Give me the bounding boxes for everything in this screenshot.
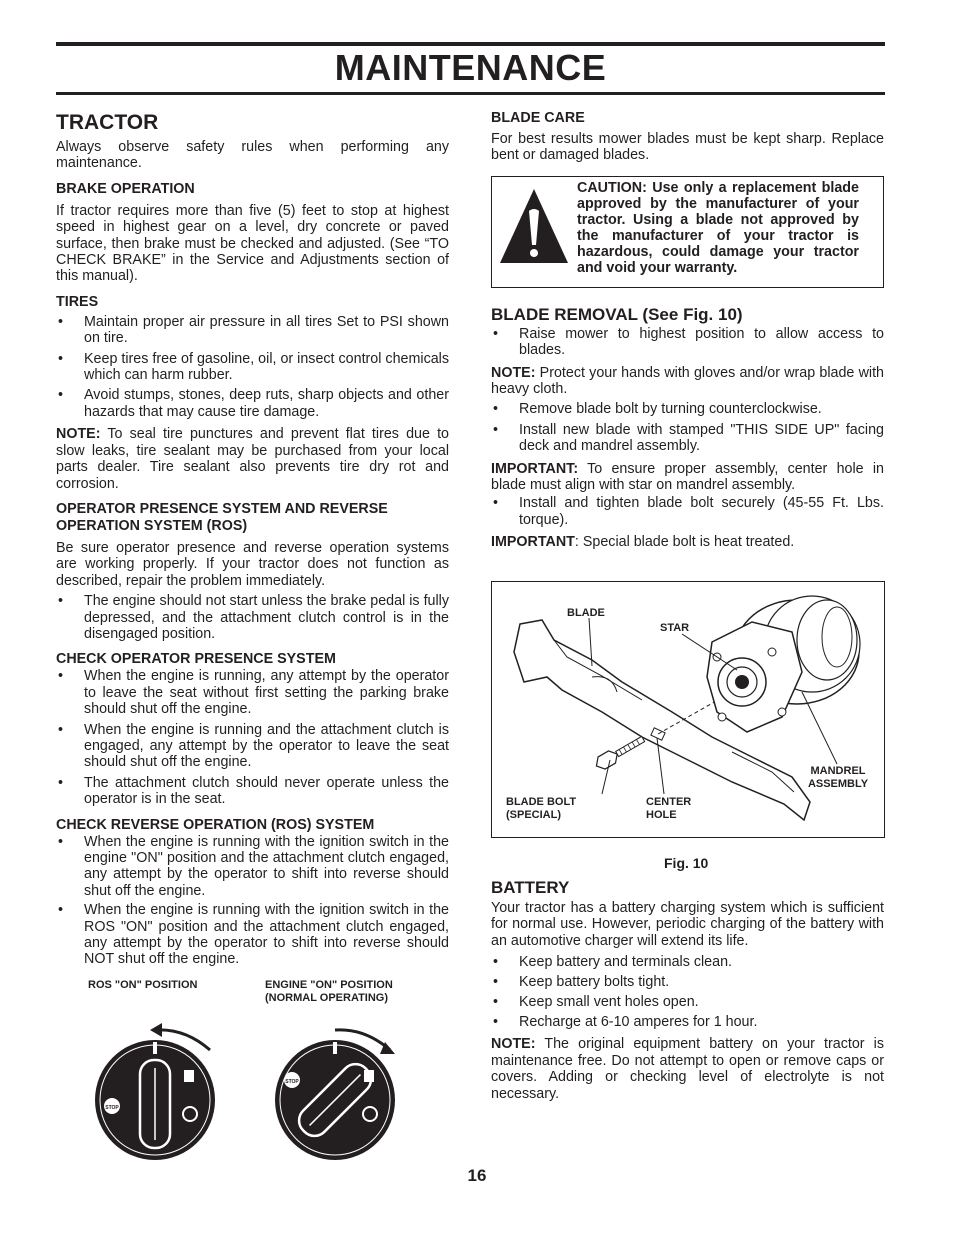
brake-text: If tractor requires more than five (5) feet to stop at highest speed in highest gear on a level, dry concrete or paved surface, then brake must be checked and adjusted. (See “TO CHECK BRAKE” in the Service and Adjustments section of this manual).: [56, 202, 449, 285]
cops-heading: CHECK OPERATOR PRESENCE SYSTEM: [56, 651, 336, 668]
blade-label: BLADE: [567, 607, 605, 619]
center-hole-label: CENTER HOLE: [646, 796, 692, 821]
tires-note: [56, 426, 449, 492]
figure-caption: Fig. 10: [664, 855, 709, 871]
blade-removal-heading: BLADE REMOVAL (See Fig. 10): [491, 304, 743, 324]
caution-box: [491, 176, 884, 288]
left-column: [56, 110, 449, 968]
tractor-heading: TRACTOR: [56, 111, 159, 134]
blade-care-heading: BLADE CARE: [491, 110, 585, 126]
battery-list: [491, 954, 884, 1030]
mandrel-label: MANDREL ASSEMBLY: [807, 765, 869, 790]
ros-position-label: ROS "ON" POSITION: [88, 979, 198, 991]
removal-list-3: [491, 495, 884, 528]
tires-heading: TIRES: [56, 293, 99, 310]
page-number: 16: [467, 1166, 487, 1185]
ops-text: Be sure operator presence and reverse operation systems are working properly. If your tractor does not function as described, repair the problem immediately.: [56, 539, 449, 589]
list-item: • The attachment clutch should never operate unless the operator is in the seat.: [56, 775, 449, 808]
list-item: • Install new blade with stamped "THIS SIDE UP" facing deck and mandrel assembly.: [491, 422, 884, 455]
figure-10: [491, 581, 885, 838]
list-item: • Keep battery and terminals clean.: [491, 954, 884, 970]
stop-label: STOP: [285, 1079, 299, 1085]
list-item: • Remove blade bolt by turning counterclockwise.: [491, 401, 884, 417]
star-label: STAR: [660, 622, 690, 634]
stop-label: STOP: [105, 1105, 119, 1111]
right-column: [491, 110, 884, 551]
list-item: • Avoid stumps, stones, deep ruts, sharp objects and other hazards that may cause tire damage.: [56, 387, 449, 420]
important-note-2: [491, 534, 884, 550]
list-item: • When the engine is running and the attachment clutch is engaged, any attempt by the operator to leave the seat should shut off the engine.: [56, 722, 449, 771]
cros-list: [56, 834, 449, 968]
battery-note: [491, 1036, 884, 1102]
blade-care-text: For best results mower blades must be kept sharp. Replace bent or damaged blades.: [491, 131, 884, 164]
list-item: • Keep tires free of gasoline, oil, or insect control chemicals which can harm rubber.: [56, 351, 449, 384]
battery-section: [491, 878, 884, 1102]
page-title: MAINTENANCE: [334, 47, 607, 88]
cros-heading: CHECK REVERSE OPERATION (ROS) SYSTEM: [56, 816, 375, 833]
list-item: • Recharge at 6-10 amperes for 1 hour.: [491, 1014, 884, 1030]
header-rule-bottom: [56, 92, 885, 95]
important-note-1: [491, 461, 884, 494]
important-text: To ensure proper assembly, center hole in blade must align with star on mandrel assembly.: [491, 460, 884, 494]
engine-position-label: ENGINE "ON" POSITION (NORMAL OPERATING): [265, 979, 393, 1004]
list-item: • When the engine is running, any attempt by the operator to leave the seat without first setting the parking brake should shut off the engine.: [56, 668, 449, 717]
important-label: IMPORTANT:: [491, 460, 579, 477]
list-item: • When the engine is running with the ignition switch in the engine "ON" position and the attachment clutch engaged, any attempt by the operator to shift into reverse should shut off the engine.: [56, 834, 449, 900]
cops-list: [56, 668, 449, 807]
ros-switch-icon: [95, 1023, 215, 1160]
list-item: • Install and tighten blade bolt securely (45-55 Ft. Lbs. torque).: [491, 495, 884, 528]
ignition-switch-illustration: [80, 1020, 460, 1170]
important-label: IMPORTANT: [491, 534, 575, 551]
note-label: NOTE:: [491, 364, 536, 381]
note-text: The original equipment battery on your tractor is maintenance free. Do not attempt to open or remove caps or covers. Adding or checking level of electrolyte is not necessary.: [491, 1036, 884, 1102]
note-text: Protect your hands with gloves and/or wrap blade with heavy cloth.: [491, 364, 884, 398]
list-item: • Maintain proper air pressure in all tires Set to PSI shown on tire.: [56, 314, 449, 347]
note-label: NOTE:: [56, 426, 101, 443]
important-text: : Special blade bolt is heat treated.: [574, 534, 795, 551]
removal-list-1: [491, 326, 884, 359]
ops-list: [56, 593, 449, 642]
caution-text: CAUTION: Use only a replacement blade approved by the manufacturer of your tractor. Using a blade not approved by the manufacturer of your tractor is hazardous, could damage your tractor and void your warranty.: [577, 179, 859, 276]
list-item: • Raise mower to highest position to allow access to blades.: [491, 326, 884, 359]
battery-text: Your tractor has a battery charging system which is sufficient for normal use. However, periodic charging of the battery with an automotive charger will extend its life.: [491, 900, 884, 949]
removal-list-2: [491, 401, 884, 454]
tractor-intro: Always observe safety rules when performing any maintenance.: [56, 139, 449, 172]
battery-heading: BATTERY: [491, 878, 570, 897]
blade-bolt-label: BLADE BOLT (SPECIAL): [506, 796, 577, 821]
ops-heading: OPERATOR PRESENCE SYSTEM AND REVERSE OPERATION SYSTEM (ROS): [56, 500, 388, 534]
brake-heading: BRAKE OPERATION: [56, 180, 195, 197]
engine-switch-icon: [275, 1030, 395, 1160]
tires-list: [56, 314, 449, 420]
warning-icon: [498, 187, 570, 267]
note-text: To seal tire punctures and prevent flat tires due to slow leaks, tire sealant may be purchased from your local parts dealer. Tire sealant also prevents tire dry rot and corrosion.: [56, 426, 449, 492]
list-item: • When the engine is running with the ignition switch in the ROS "ON" position and the attachment clutch engaged, any attempt by the operator to shift into reverse should NOT shut off the engine.: [56, 902, 449, 968]
list-item: • Keep battery bolts tight.: [491, 974, 884, 990]
note-label: NOTE:: [491, 1036, 536, 1053]
removal-note: [491, 365, 884, 398]
list-item: • Keep small vent holes open.: [491, 994, 884, 1010]
list-item: • The engine should not start unless the brake pedal is fully depressed, and the attachment clutch control is in the disengaged position.: [56, 593, 449, 642]
